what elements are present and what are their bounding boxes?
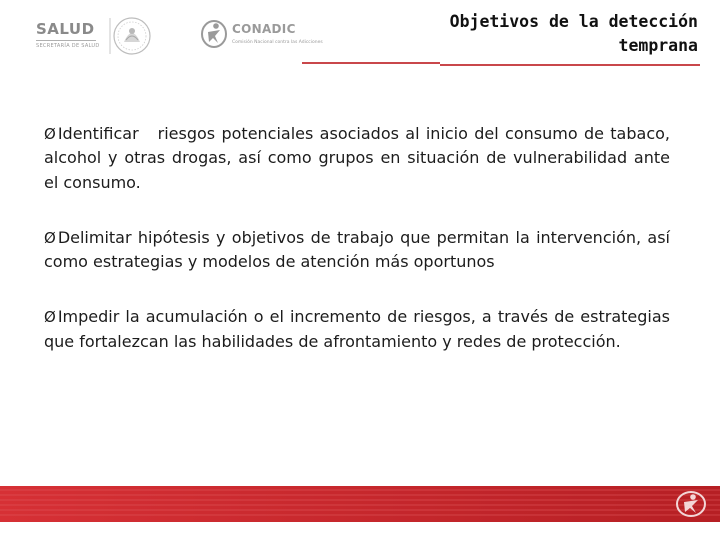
conadic-logo-subtext: Comisión Nacional contra las Adicciones: [232, 40, 323, 45]
conadic-figure-icon: [674, 489, 708, 519]
footer-bar: [0, 486, 720, 522]
objective-item-2: [44, 226, 670, 275]
conadic-figure-icon: [200, 19, 228, 49]
objective-text-3: Impedir la acumulación o el incremento de riesgos, a través de estrategias que fortalezcan las habilidades de afrontamiento y redes de protección.: [44, 307, 670, 351]
arrow-bullet-icon: Ø: [44, 228, 56, 247]
salud-logo-text: SALUD: [36, 20, 95, 38]
title-underline-left: [302, 62, 440, 64]
conadic-logo: [200, 18, 323, 52]
objective-item-3: [44, 305, 670, 354]
arrow-bullet-icon: Ø: [44, 125, 56, 143]
title-underline-right: [440, 64, 700, 66]
objective-item-1: [44, 122, 676, 195]
slide-title-line1: Objetivos de la detección: [449, 12, 698, 31]
conadic-logo-text: CONADIC: [232, 22, 296, 36]
mexico-seal-icon: [108, 14, 152, 58]
objectives-list: [44, 122, 676, 385]
arrow-bullet-icon: Ø: [44, 308, 56, 327]
objective-text-2: Delimitar hipótesis y objetivos de trabajo que permitan la intervención, así como estrategias y modelos de atención más oportunos: [44, 227, 670, 272]
salud-logo: [30, 18, 110, 52]
slide-title: [398, 10, 698, 58]
objective-text-1: Identificar riesgos potenciales asociados al inicio del consumo de tabaco, alcohol y otras drogas, así como grupos en situación de vulnerabilidad ante el consumo.: [44, 124, 676, 192]
header: [0, 0, 720, 70]
salud-logo-divider: [36, 40, 96, 41]
slide-title-line2: temprana: [618, 36, 698, 55]
salud-logo-subtext: SECRETARÍA DE SALUD: [36, 43, 100, 49]
